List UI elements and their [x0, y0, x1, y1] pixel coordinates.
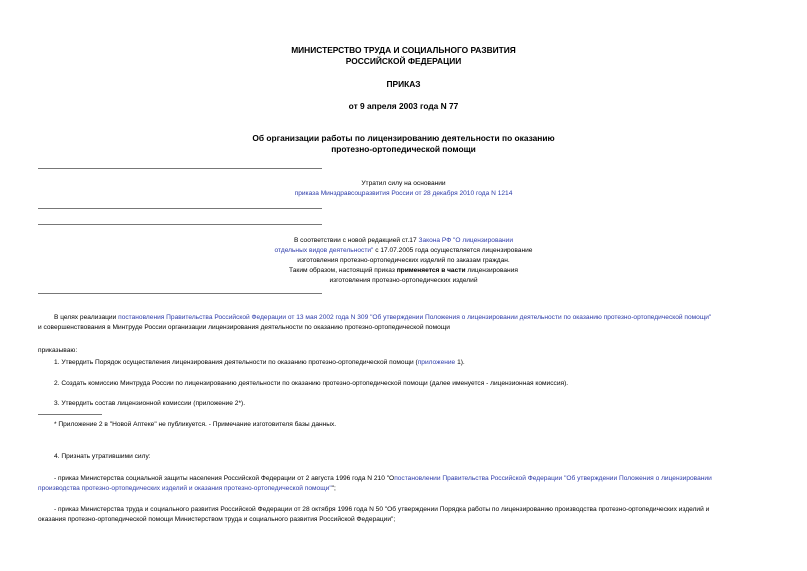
doc-title-line2: протезно-ортопедической помощи: [331, 144, 476, 154]
note2-line3: изготовления протезно-ортопедических изделий по заказам граждан.: [297, 257, 510, 264]
date-number: от 9 апреля 2003 года N 77: [348, 101, 459, 111]
preamble-text: В целях реализации: [54, 314, 119, 321]
paragraph-preamble-line1: [54, 314, 711, 323]
item-4: 4. Признать утратившими силу:: [54, 453, 151, 460]
doc-title-line1: Об организации работы по лицензированию деятельности по оказанию: [252, 133, 555, 143]
note2-text: с 17.07.2005 года осуществляется лицензирование: [373, 247, 533, 254]
note2-line1: [0, 237, 807, 246]
note2-text: В соответствии с новой редакцией ст.17: [293, 237, 419, 244]
repeal-order-link[interactable]: приказа Минздравсоцразвития России от 28 декабря 2010 года N 1214: [294, 190, 513, 197]
note2-emphasis: применяется в части: [396, 267, 466, 274]
divider: [38, 293, 322, 294]
item-1-text: 1. Утвердить Порядок осуществления лицензирования деятельности по оказанию протезно-ортопедической помощи (: [54, 359, 418, 366]
bullet-1-line2: [38, 485, 336, 494]
note1-line2: [0, 190, 807, 199]
resolution-link[interactable]: постановлении Правительства Российской Федерации "Об утверждении Положения о лицензировании: [394, 475, 712, 482]
resolution-link-cont[interactable]: производства протезно-ортопедических изделий и оказания протезно-ортопедической помощи": [38, 485, 332, 492]
bullet-1-line1: [54, 475, 712, 484]
ministry-line1: МИНИСТЕРСТВО ТРУДА И СОЦИАЛЬНОГО РАЗВИТИЯ: [291, 45, 516, 55]
divider: [38, 224, 322, 225]
paragraph-preamble-line2: и совершенствования в Минтруде России организации лицензирования деятельности по оказанию протезно-ортопедической помощи: [38, 324, 450, 331]
footnote: * Приложение 2 в "Новой Аптеке" не публикуется. - Примечание изготовителя базы данных.: [54, 421, 337, 428]
footnote-divider: [38, 414, 102, 415]
note2-text: Таким образом, настоящий приказ: [289, 267, 397, 274]
item-2: 2. Создать комиссию Минтруда России по лицензированию деятельности по оказанию протезно-ортопедической помощи (далее именуется - лицензионная комиссия).: [54, 380, 569, 387]
bullet-1-text-end: ";: [331, 485, 336, 492]
appendix-link[interactable]: приложение: [417, 359, 456, 366]
divider: [38, 168, 322, 169]
doc-type: ПРИКАЗ: [386, 79, 421, 89]
resolution-309-link[interactable]: постановления Правительства Российской Федерации от 13 мая 2002 года N 309 "Об утверждении Положения о лицензировании деятельности по оказанию протезно-ортопедической помощи": [118, 314, 712, 321]
item-1: [54, 359, 465, 368]
note2-line5: изготовления протезно-ортопедических изделий: [329, 277, 478, 284]
item-3: 3. Утвердить состав лицензионной комиссии (приложение 2*).: [54, 400, 246, 407]
note2-text: лицензирования: [465, 267, 518, 274]
law-link[interactable]: Закона РФ "О лицензировании: [418, 237, 514, 244]
law-link-cont[interactable]: отдельных видов деятельности": [274, 247, 374, 254]
note1-line1: Утратил силу на основании: [361, 180, 446, 187]
item-1-text-end: 1).: [455, 359, 465, 366]
order-word: приказываю:: [38, 347, 78, 354]
note2-line4: [0, 267, 807, 276]
bullet-2-line2: оказания протезно-ортопедической помощи Министерством труда и социального развития Российской Федерации";: [38, 516, 396, 523]
ministry-line2: РОССИЙСКОЙ ФЕДЕРАЦИИ: [345, 56, 462, 66]
divider: [38, 208, 322, 209]
bullet-1-text: - приказ Министерства социальной защиты населения Российской Федерации от 2 августа 1996 года N 210 "О: [54, 475, 395, 482]
note2-line2: [0, 247, 807, 256]
bullet-2-line1: - приказ Министерства труда и социального развития Российской Федерации от 28 октября 1996 года N 50 "Об утверждении Порядка работы по лицензированию производства протезно-ортопедических изделий и: [54, 506, 710, 513]
